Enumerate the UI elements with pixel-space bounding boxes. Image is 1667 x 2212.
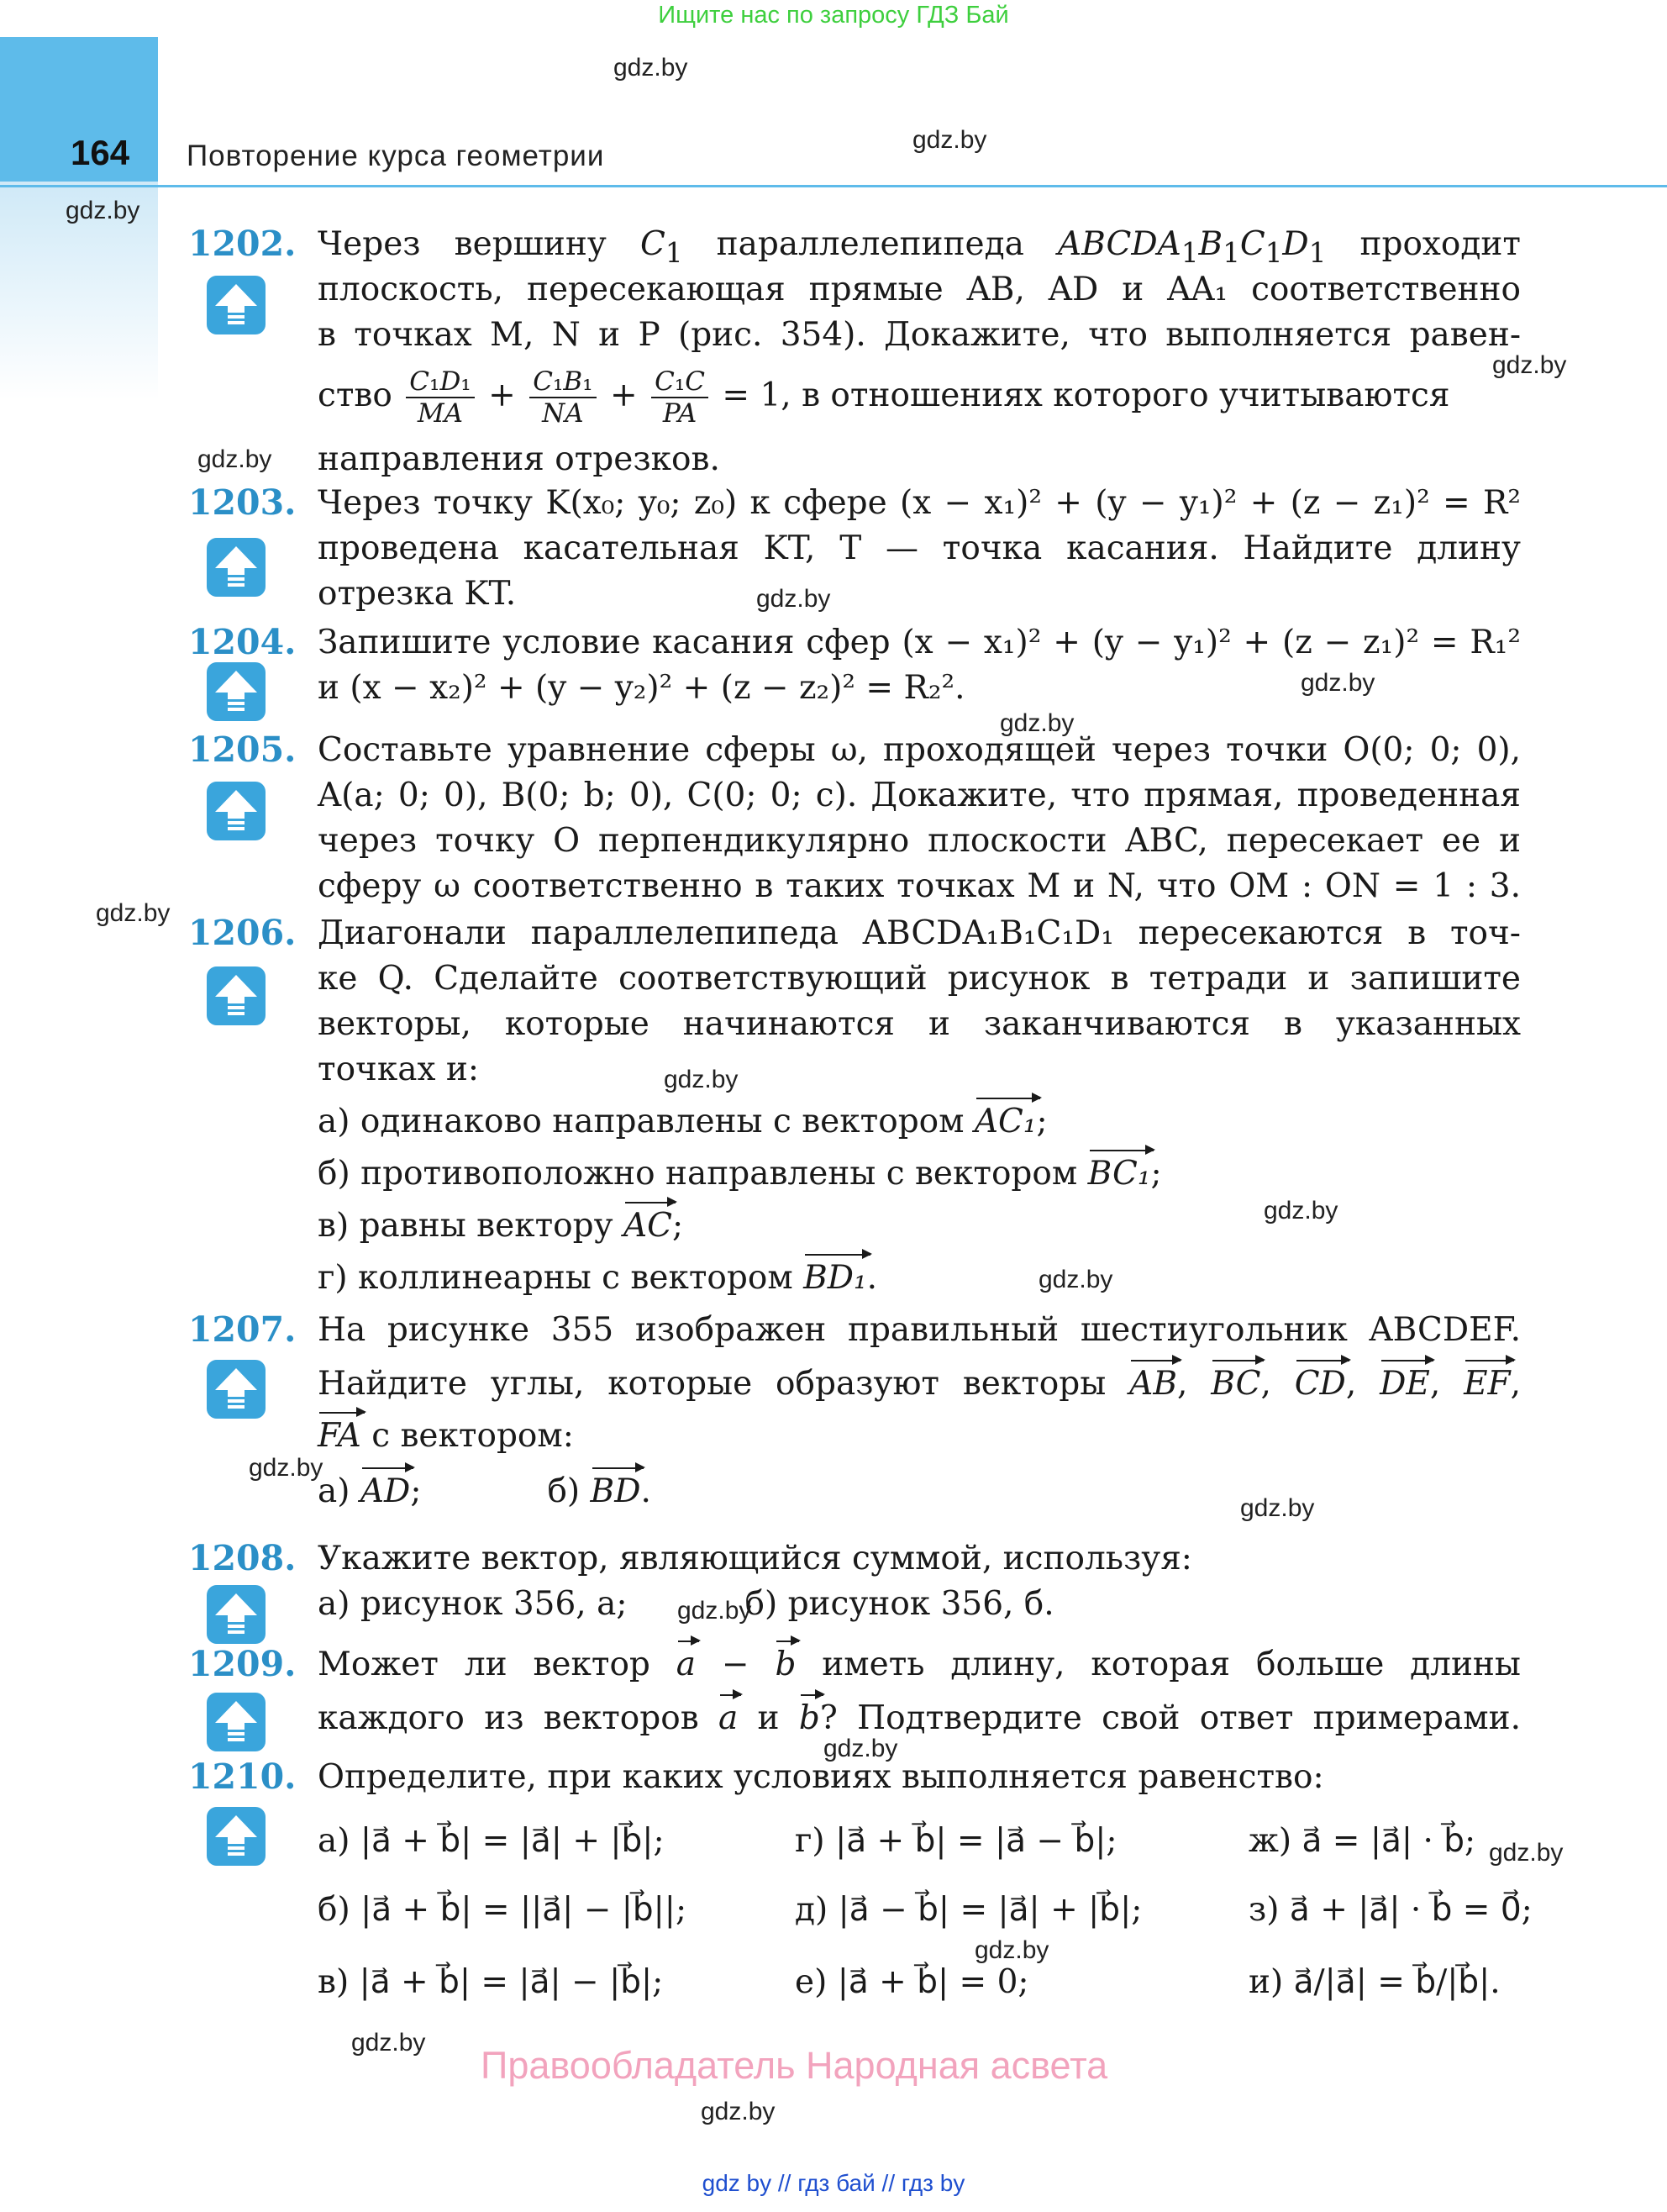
top-search-note: Ищите нас по запросу ГДЗ Бай xyxy=(658,2,1009,29)
problem-1203-line: Через точку K(x₀; y₀; z₀) к сфере (x − x₁)² + (y − y₁)² + (z − z₁)² = R² xyxy=(318,484,1521,522)
level-up-icon xyxy=(207,662,266,721)
watermark: gdz.by xyxy=(613,54,688,82)
watermark: gdz.by xyxy=(1301,669,1375,697)
problem-1203-line: отрезка KT. xyxy=(318,575,517,613)
watermark: gdz.by xyxy=(677,1597,752,1625)
watermark: gdz.by xyxy=(701,2098,776,2125)
problem-number: 1209. xyxy=(188,1644,297,1684)
problem-1207-items: а) AD; б) BD. xyxy=(318,1469,1521,1514)
level-up-icon xyxy=(207,966,266,1025)
problem-number: 1210. xyxy=(188,1756,297,1797)
problem-number: 1204. xyxy=(188,622,297,662)
watermark: gdz.by xyxy=(96,899,171,927)
page-number: 164 xyxy=(71,133,130,172)
problem-number: 1206. xyxy=(188,913,297,953)
problem-1202-line: в точках M, N и P (рис. 354). Докажите, что выполняется равен- xyxy=(318,316,1521,354)
problem-1205-line: сферу ω соответственно в таких точках M и N, что OM : ON = 1 : 3. xyxy=(318,867,1521,905)
problem-1206-item-d: г) коллинеарны с вектором BD₁. xyxy=(318,1256,1521,1301)
problem-1209-line: Может ли вектор a − b иметь длину, которая больше длины xyxy=(318,1642,1521,1688)
running-head: Повторение курса геометрии xyxy=(187,140,605,172)
level-up-icon xyxy=(207,276,266,334)
problem-1207-line: Найдите углы, которые образуют векторы AB, BC, CD, DE, EF, xyxy=(318,1361,1521,1407)
watermark: gdz.by xyxy=(1000,709,1075,737)
watermark: gdz.by xyxy=(1240,1494,1315,1522)
watermark: gdz.by xyxy=(912,126,987,154)
watermark: gdz.by xyxy=(664,1066,739,1093)
problem-number: 1207. xyxy=(188,1309,297,1350)
watermark: gdz.by xyxy=(975,1936,1049,1964)
problem-1202-equation: ство $\frac{\text{C₁D₁}}{MA}$ + $\frac{\text{C₁B₁}}{NA}$ + $\frac{\text{C₁C}}{PA}$ = 1, в отношениях которого учитываются xyxy=(318,366,1450,429)
level-up-icon xyxy=(207,538,266,597)
copyright-notice: Правообладатель Народная асвета xyxy=(481,2044,1108,2087)
problem-1208-line: а) рисунок 356, а; б) рисунок 356, б. xyxy=(318,1585,1054,1623)
watermark: gdz.by xyxy=(351,2029,426,2057)
level-up-icon xyxy=(207,1693,266,1751)
problem-1205-line: Составьте уравнение сферы ω, проходящей через точки O(0; 0; 0), xyxy=(318,731,1521,769)
watermark: gdz.by xyxy=(1489,1839,1564,1867)
problem-number: 1208. xyxy=(188,1538,297,1578)
equation-item: д) |a⃗ − b⃗| = |a⃗| + |b⃗|; xyxy=(795,1891,1143,1929)
problem-1202-line: направления отрезков. xyxy=(318,440,720,478)
problem-1205-line: A(a; 0; 0), B(0; b; 0), C(0; 0; c). Докажите, что прямая, проведенная xyxy=(318,777,1521,814)
watermark: gdz.by xyxy=(756,585,831,613)
level-up-icon xyxy=(207,782,266,840)
problem-1208-line: Укажите вектор, являющийся суммой, используя: xyxy=(318,1540,1192,1577)
watermark: gdz.by xyxy=(823,1735,898,1762)
problem-1207-line: FA с вектором: xyxy=(318,1414,1521,1459)
problem-1206-line: векторы, которые начинаются и заканчиваются в указанных xyxy=(318,1005,1521,1043)
equation-item: з) a⃗ + |a⃗| · b⃗ = 0⃗; xyxy=(1249,1891,1533,1929)
problem-1210-line: Определите, при каких условиях выполняется равенство: xyxy=(318,1758,1324,1796)
equation-item: а) |a⃗ + b⃗| = |a⃗| + |b⃗|; xyxy=(318,1822,665,1860)
problem-1206-item-a: а) одинаково направлены с вектором AC₁; xyxy=(318,1099,1521,1145)
problem-1202-line: Через вершину $C_1$ параллелепипеда $ABCDA_1B_1C_1D_1$ проходит xyxy=(318,225,1521,269)
equation-item: и) a⃗/|a⃗| = b⃗/|b⃗|. xyxy=(1249,1963,1501,2001)
equation-item: е) |a⃗ + b⃗| = 0; xyxy=(795,1963,1029,2001)
problem-number: 1202. xyxy=(188,224,297,264)
problem-number: 1203. xyxy=(188,482,297,523)
equation-item: б) |a⃗ + b⃗| = ||a⃗| − |b⃗||; xyxy=(318,1891,687,1929)
problem-number: 1205. xyxy=(188,729,297,770)
level-up-icon xyxy=(207,1807,266,1866)
equation-item: в) |a⃗ + b⃗| = |a⃗| − |b⃗|; xyxy=(318,1963,664,2001)
equation-item: ж) a⃗ = |a⃗| · b⃗; xyxy=(1249,1822,1476,1860)
level-up-icon xyxy=(207,1360,266,1419)
bottom-links[interactable]: gdz by // гдз бай // гдз by xyxy=(702,2170,965,2196)
watermark: gdz.by xyxy=(249,1454,323,1482)
watermark: gdz.by xyxy=(1492,351,1567,379)
problem-1205-line: через точку O перпендикулярно плоскости ABC, пересекает ее и xyxy=(318,822,1521,860)
equation-item: г) |a⃗ + b⃗| = |a⃗ − b⃗|; xyxy=(795,1822,1117,1860)
watermark: gdz.by xyxy=(1264,1197,1338,1224)
problem-1204-line: и (x − x₂)² + (y − y₂)² + (z − z₂)² = R₂². xyxy=(318,669,965,707)
watermark: gdz.by xyxy=(66,197,140,224)
problem-1207-line: На рисунке 355 изображен правильный шестиугольник ABCDEF. xyxy=(318,1311,1521,1349)
problem-1206-line: точках и: xyxy=(318,1051,479,1088)
problem-1206-item-b: б) противоположно направлены с вектором BC₁; xyxy=(318,1151,1521,1197)
problem-1206-item-c: в) равны вектору AC; xyxy=(318,1203,1521,1249)
watermark: gdz.by xyxy=(197,445,272,473)
problem-1206-line: ке Q. Сделайте соответствующий рисунок в тетради и запишите xyxy=(318,960,1521,998)
problem-1203-line: проведена касательная KT, T — точка касания. Найдите длину xyxy=(318,529,1521,567)
watermark: gdz.by xyxy=(1039,1266,1113,1293)
problem-1209-line: каждого из векторов a и b? Подтвердите свой ответ примерами. xyxy=(318,1696,1521,1741)
problem-1206-line: Диагонали параллелепипеда ABCDA₁B₁C₁D₁ пересекаются в точ- xyxy=(318,914,1521,952)
problem-1204-line: Запишите условие касания сфер (x − x₁)² + (y − y₁)² + (z − z₁)² = R₁² xyxy=(318,624,1521,661)
level-up-icon xyxy=(207,1585,266,1644)
header-rule xyxy=(0,185,1667,187)
problem-1202-line: плоскость, пересекающая прямые AB, AD и AA₁ соответственно xyxy=(318,271,1521,308)
